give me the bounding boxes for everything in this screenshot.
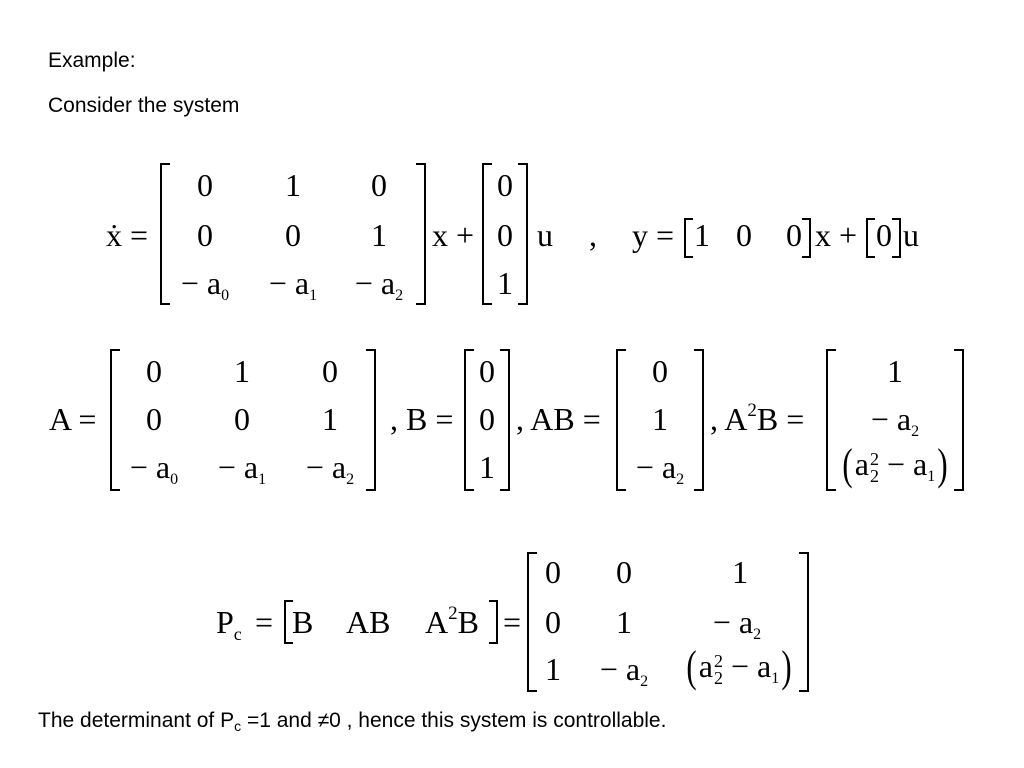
matrix-cell: 0 (479, 401, 495, 437)
matrix-B-system (482, 163, 528, 305)
A-label: A = (49, 401, 97, 437)
matrix-cell: 1 (234, 353, 250, 389)
u-symbol: u (903, 217, 919, 253)
matrix-AB (616, 349, 704, 491)
matrix-cell: 0 (786, 217, 802, 253)
matrix-cell: 1 (479, 449, 495, 485)
matrix-cell: 1 (545, 651, 561, 687)
matrix-cell: 0 (545, 604, 561, 640)
matrix-A2B (826, 349, 964, 491)
A2B-label: , $A^2B$ = (710, 400, 805, 437)
matrix-cell: 0 (497, 217, 513, 253)
bracket-left (684, 218, 693, 258)
example-heading: Example: (48, 49, 136, 72)
matrix-A (110, 349, 376, 491)
Pc-label: $P_c$ (216, 604, 242, 644)
x-plus: x + (815, 217, 858, 253)
matrix-cell: 0 (616, 554, 632, 590)
matrix-cell: 0 (322, 353, 338, 389)
matrix-cell: − $a_1$ (268, 265, 318, 304)
bracket-left (866, 218, 875, 258)
matrix-cell: 0 (497, 167, 513, 203)
matrix-cell: 0 (479, 353, 495, 389)
matrix-cell: 0 (197, 167, 213, 203)
matrix-cell: − $a_0$ (180, 265, 230, 304)
matrix-cell: 0 (736, 217, 752, 253)
matrix-cell: 1 (322, 401, 338, 437)
matrix-A-system (160, 163, 426, 305)
matrix-cell: 0 (197, 217, 213, 253)
matrix-cell: 1 (694, 217, 710, 253)
matrix-cell: 1 (616, 604, 632, 640)
matrix-cell: 1 (497, 265, 513, 301)
matrix-cell: 1 (285, 167, 301, 203)
matrix-cell: (a 2 2 − $a_1$) (686, 642, 792, 691)
row-A2B: $A^2B$ (425, 603, 479, 640)
matrix-cell: 1 (652, 401, 668, 437)
bracket-right (802, 218, 811, 258)
matrix-cell: 1 (887, 353, 903, 389)
matrix-cell: 0 (285, 217, 301, 253)
AB-label: , AB = (516, 401, 601, 437)
conclusion-text: The determinant of $P_c =1$ and ≠0 , hence this system is controllable. (38, 709, 667, 734)
bracket-right (489, 600, 498, 644)
matrix-cell: − $a_1$ (217, 449, 267, 488)
x-plus: x + (432, 217, 475, 253)
equals-sign: = (130, 217, 149, 253)
matrix-cell: − $a_2$ (599, 651, 649, 690)
matrix-cell: 1 (732, 554, 748, 590)
matrix-cell: 0 (146, 353, 162, 389)
matrix-Pc (527, 552, 809, 692)
matrix-cell: (a 2 2 − $a_1$) (842, 440, 948, 489)
matrix-cell: 0 (371, 167, 387, 203)
equals-sign: = (503, 604, 522, 640)
matrix-cell: − $a_2$ (635, 449, 685, 488)
u-symbol: u (537, 217, 553, 253)
bracket-right (892, 218, 901, 258)
matrix-cell: − $a_2$ (870, 401, 920, 440)
equals-sign: = (255, 604, 274, 640)
row-B: B (292, 604, 314, 640)
matrix-cell: 0 (545, 554, 561, 590)
xdot-symbol: ẋ (106, 217, 122, 253)
matrix-cell: 0 (876, 217, 892, 253)
comma: , (589, 217, 597, 253)
matrix-cell: 0 (652, 353, 668, 389)
matrix-cell: 1 (371, 217, 387, 253)
y-equals: y = (632, 217, 675, 253)
B-label: , B = (390, 401, 454, 437)
matrix-B (464, 349, 510, 491)
matrix-cell: − $a_2$ (712, 604, 762, 643)
row-AB: AB (346, 604, 391, 640)
matrix-cell: 0 (234, 401, 250, 437)
matrix-cell: − $a_2$ (305, 449, 355, 488)
intro-text: Consider the system (48, 94, 240, 117)
matrix-cell: − $a_0$ (129, 449, 179, 488)
matrix-cell: − $a_2$ (354, 265, 404, 304)
matrix-cell: 0 (146, 401, 162, 437)
